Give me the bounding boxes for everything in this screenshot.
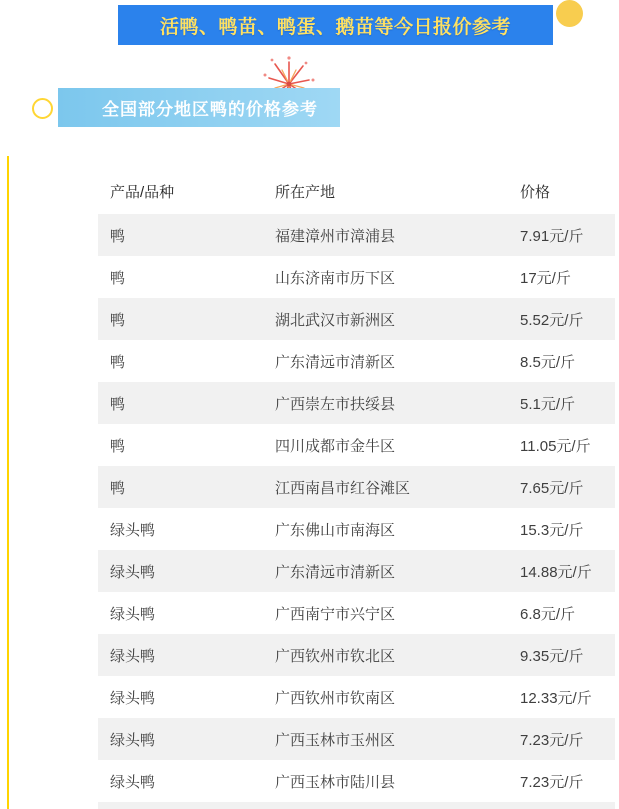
cell-origin: 广西钦州市钦南区 <box>275 689 396 707</box>
cell-product: 鸭 <box>110 395 126 413</box>
table-header-row <box>98 168 615 214</box>
table-row <box>98 508 615 550</box>
table-row <box>98 298 615 340</box>
cell-price: 7.91元/斤 <box>520 227 584 245</box>
cell-price: 9.35元/斤 <box>520 647 584 665</box>
header-origin: 所在产地 <box>275 183 336 201</box>
table-row <box>98 382 615 424</box>
cell-price: 5.1元/斤 <box>520 395 576 413</box>
top-title-banner <box>118 5 553 45</box>
price-table <box>98 168 615 809</box>
cell-product: 绿头鸭 <box>110 605 156 623</box>
table-body <box>98 214 615 802</box>
cell-price: 17元/斤 <box>520 269 571 287</box>
header-price: 价格 <box>520 183 551 201</box>
yellow-dot-icon <box>556 0 583 27</box>
cell-origin: 广西玉林市玉州区 <box>275 731 396 749</box>
yellow-ring-icon <box>32 98 53 119</box>
cell-product: 鸭 <box>110 227 126 245</box>
table-row <box>98 424 615 466</box>
next-row-partial <box>98 802 615 809</box>
table-row <box>98 340 615 382</box>
table-row <box>98 256 615 298</box>
cell-product: 绿头鸭 <box>110 563 156 581</box>
table-row <box>98 718 615 760</box>
cell-origin: 四川成都市金牛区 <box>275 437 396 455</box>
cell-origin: 福建漳州市漳浦县 <box>275 227 396 245</box>
cell-product: 鸭 <box>110 479 126 497</box>
cell-origin: 广东清远市清新区 <box>275 353 396 371</box>
cell-price: 12.33元/斤 <box>520 689 592 707</box>
cell-price: 15.3元/斤 <box>520 521 584 539</box>
cell-price: 7.65元/斤 <box>520 479 584 497</box>
cell-origin: 山东济南市历下区 <box>275 269 396 287</box>
cell-origin: 广东佛山市南海区 <box>275 521 396 539</box>
cell-price: 7.23元/斤 <box>520 773 584 791</box>
cell-product: 绿头鸭 <box>110 647 156 665</box>
cell-origin: 广西玉林市陆川县 <box>275 773 396 791</box>
cell-price: 6.8元/斤 <box>520 605 576 623</box>
section-title-banner <box>58 88 340 127</box>
cell-origin: 广西南宁市兴宁区 <box>275 605 396 623</box>
table-row <box>98 676 615 718</box>
table-row <box>98 592 615 634</box>
cell-origin: 广东清远市清新区 <box>275 563 396 581</box>
cell-product: 鸭 <box>110 311 126 329</box>
cell-origin: 广西钦州市钦北区 <box>275 647 396 665</box>
cell-price: 14.88元/斤 <box>520 563 592 581</box>
table-row <box>98 550 615 592</box>
table-row <box>98 760 615 802</box>
table-row <box>98 466 615 508</box>
cell-product: 绿头鸭 <box>110 521 156 539</box>
cell-origin: 湖北武汉市新洲区 <box>275 311 396 329</box>
page-title: 活鸭、鸭苗、鸭蛋、鹅苗等今日报价参考 <box>159 16 511 38</box>
cell-price: 8.5元/斤 <box>520 353 576 371</box>
cell-product: 绿头鸭 <box>110 773 156 791</box>
cell-product: 鸭 <box>110 437 126 455</box>
table-row <box>98 214 615 256</box>
table-row <box>98 634 615 676</box>
cell-product: 绿头鸭 <box>110 689 156 707</box>
cell-product: 鸭 <box>110 353 126 371</box>
cell-product: 鸭 <box>110 269 126 287</box>
cell-origin: 广西崇左市扶绥县 <box>275 395 396 413</box>
yellow-vertical-rule <box>7 156 9 809</box>
cell-price: 11.05元/斤 <box>520 437 591 455</box>
cell-product: 绿头鸭 <box>110 731 156 749</box>
cell-price: 5.52元/斤 <box>520 311 584 329</box>
header-product: 产品/品种 <box>110 183 175 201</box>
section-title: 全国部分地区鸭的价格参考 <box>102 100 318 119</box>
cell-origin: 江西南昌市红谷滩区 <box>275 479 411 497</box>
cell-price: 7.23元/斤 <box>520 731 584 749</box>
